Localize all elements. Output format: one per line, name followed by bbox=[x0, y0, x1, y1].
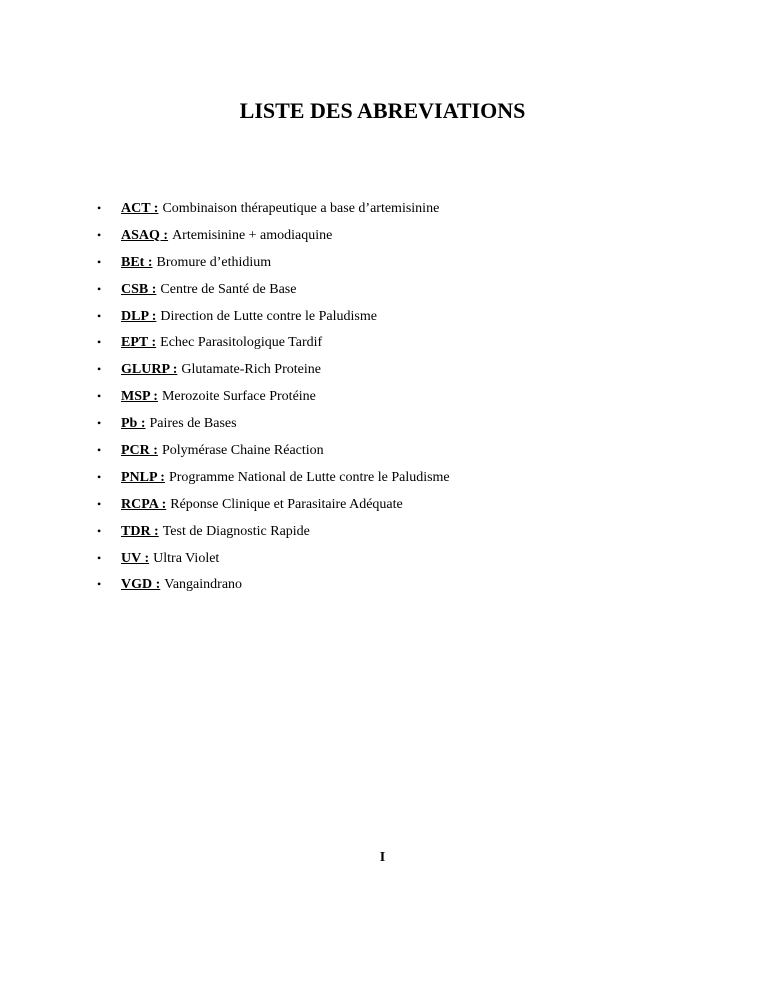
page-number: I bbox=[379, 850, 386, 865]
abbreviation-term: DLP : bbox=[121, 308, 157, 324]
abbreviation-term: VGD : bbox=[121, 577, 161, 593]
bullet-icon: • bbox=[97, 254, 102, 269]
abbreviation-item bbox=[97, 196, 450, 223]
bullet-icon: • bbox=[97, 362, 102, 377]
abbreviation-item bbox=[97, 384, 450, 411]
bullet-icon: • bbox=[97, 416, 102, 431]
bullet-icon: • bbox=[97, 308, 102, 323]
abbreviation-item bbox=[97, 330, 450, 357]
abbreviation-item bbox=[97, 492, 450, 519]
abbreviation-item bbox=[97, 357, 450, 384]
abbreviation-item bbox=[97, 223, 450, 250]
abbreviation-item bbox=[97, 546, 450, 573]
abbreviation-definition: Réponse Clinique et Parasitaire Adéquate bbox=[170, 496, 403, 512]
abbreviation-definition: Centre de Santé de Base bbox=[160, 281, 297, 297]
abbreviation-item bbox=[97, 277, 450, 304]
abbreviation-definition: Bromure d’ethidium bbox=[156, 254, 272, 270]
abbreviation-definition: Direction de Lutte contre le Paludisme bbox=[160, 308, 377, 324]
page-title: LISTE DES ABREVIATIONS bbox=[239, 98, 526, 123]
bullet-icon: • bbox=[97, 201, 102, 215]
abbreviation-definition: Artemisinine + amodiaquine bbox=[172, 227, 333, 243]
abbreviation-definition: Glutamate-Rich Proteine bbox=[181, 362, 321, 378]
abbreviation-term: ASAQ : bbox=[121, 227, 169, 243]
abbreviation-definition: Programme National de Lutte contre le Paludisme bbox=[168, 469, 450, 485]
abbreviation-term: UV : bbox=[121, 550, 150, 566]
abbreviation-term: GLURP : bbox=[121, 362, 178, 378]
abbreviation-item bbox=[97, 465, 450, 492]
abbreviation-item bbox=[97, 250, 450, 277]
bullet-icon: • bbox=[97, 496, 102, 511]
bullet-icon: • bbox=[97, 389, 102, 404]
abbreviation-definition: Paires de Bases bbox=[149, 416, 237, 432]
bullet-icon: • bbox=[97, 523, 102, 538]
abbreviation-item bbox=[97, 304, 450, 331]
abbreviation-term: Pb : bbox=[121, 416, 146, 432]
abbreviation-term: CSB : bbox=[121, 281, 157, 297]
abbreviation-term: PNLP : bbox=[121, 469, 165, 485]
abbreviation-term: PCR : bbox=[121, 443, 158, 459]
bullet-icon: • bbox=[97, 443, 102, 458]
bullet-icon: • bbox=[97, 550, 102, 565]
abbreviation-definition: Ultra Violet bbox=[153, 550, 220, 566]
abbreviation-definition: Test de Diagnostic Rapide bbox=[162, 523, 310, 539]
abbreviation-term: BEt : bbox=[121, 254, 153, 270]
abbreviation-term: EPT : bbox=[121, 335, 157, 351]
abbreviation-item bbox=[97, 572, 450, 599]
abbreviation-term: TDR : bbox=[121, 523, 159, 539]
abbreviation-term: RCPA : bbox=[121, 496, 167, 512]
bullet-icon: • bbox=[97, 227, 102, 242]
bullet-icon: • bbox=[97, 335, 102, 350]
abbreviation-term: ACT : bbox=[121, 201, 159, 216]
abbreviation-definition: Merozoite Surface Protéine bbox=[161, 389, 316, 405]
bullet-icon: • bbox=[97, 281, 102, 296]
abbreviation-item bbox=[97, 519, 450, 546]
bullet-icon: • bbox=[97, 469, 102, 484]
bullet-icon: • bbox=[97, 577, 102, 592]
abbreviation-item bbox=[97, 411, 450, 438]
abbreviation-definition: Polymérase Chaine Réaction bbox=[161, 443, 324, 459]
abbreviation-definition: Vangaindrano bbox=[164, 577, 243, 593]
abbreviation-term: MSP : bbox=[121, 389, 158, 405]
abbreviation-list bbox=[97, 196, 450, 599]
abbreviation-definition: Combinaison thérapeutique a base d’artemisinine bbox=[162, 201, 440, 216]
abbreviation-item bbox=[97, 438, 450, 465]
abbreviation-definition: Echec Parasitologique Tardif bbox=[160, 335, 323, 351]
